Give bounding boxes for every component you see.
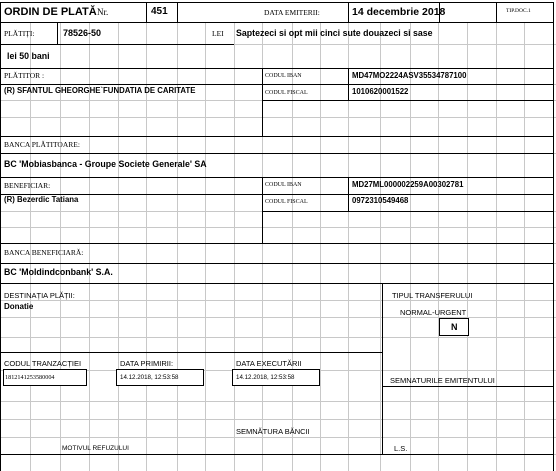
transfer-type-label: TIPUL TRANSFERULUI bbox=[392, 291, 473, 300]
payer-bank-label: BANCA PLĂTITOARE: bbox=[4, 140, 80, 149]
paid-label: PLĂTIȚI: bbox=[4, 29, 35, 38]
order-number: 451 bbox=[151, 6, 168, 17]
transaction-code-box bbox=[3, 369, 87, 386]
beneficiary-label: BENEFICIAR: bbox=[4, 181, 51, 190]
payer-bank-name: BC 'Mobiasbanca - Groupe Societe Generale' SA bbox=[4, 159, 207, 169]
urgency-value: N bbox=[451, 322, 458, 332]
beneficiary-bank-name: BC 'Moldindconbank' S.A. bbox=[4, 267, 113, 277]
beneficiary-name: (R) Bezerdic Tatiana bbox=[4, 195, 79, 204]
currency-label: LEI bbox=[212, 29, 224, 38]
amount-words-line2: lei 50 bani bbox=[7, 51, 50, 61]
transaction-code-value: 1812141253580004 bbox=[5, 374, 55, 381]
purpose-value: Donatie bbox=[4, 302, 34, 311]
received-date-value: 14.12.2018, 12:53:58 bbox=[120, 374, 179, 381]
payer-label: PLĂTITOR : bbox=[4, 71, 45, 80]
urgency-box bbox=[439, 318, 469, 336]
purpose-label: DESTINAȚIA PLĂȚII: bbox=[4, 291, 75, 300]
amount-words-line1: Saptezeci si opt mii cinci sute douazeci si sase bbox=[236, 28, 433, 38]
beneficiary-iban-value: MD27ML000002259A00302781 bbox=[352, 180, 464, 189]
payer-fiscal-label: CODUL FISCAL bbox=[265, 90, 308, 96]
issue-date-label: DATA EMITERII: bbox=[264, 8, 320, 17]
form-title: ORDIN DE PLATĂ bbox=[4, 6, 97, 18]
bank-signature-label: SEMNĂTURA BĂNCII bbox=[236, 427, 310, 436]
payer-name: (R) SFANTUL GHEORGHE`FUNDATIA DE CARITATE bbox=[4, 86, 196, 95]
beneficiary-fiscal-label: CODUL FISCAL bbox=[265, 199, 308, 205]
beneficiary-iban-label: CODUL IBAN bbox=[265, 182, 302, 188]
doc-type-label: TIP.DOC.1 bbox=[506, 8, 531, 14]
number-label: Nr. bbox=[97, 7, 109, 17]
beneficiary-fiscal-value: 0972310549468 bbox=[352, 196, 409, 205]
received-date-box bbox=[116, 369, 204, 386]
issuer-signatures-label: SEMNATURILE EMITENTULUI bbox=[390, 376, 495, 385]
amount-value: 78526-50 bbox=[63, 28, 102, 38]
beneficiary-bank-label: BANCA BENEFICIARĂ: bbox=[4, 248, 84, 257]
ls-stamp-label: L.S. bbox=[394, 444, 408, 453]
payer-fiscal-value: 1010620001522 bbox=[352, 87, 409, 96]
executed-date-box bbox=[232, 369, 320, 386]
payer-iban-label: CODUL IBAN bbox=[265, 73, 302, 79]
received-date-label: DATA PRIMIRII: bbox=[120, 359, 174, 368]
executed-date-label: DATA EXECUTĂRII bbox=[236, 359, 302, 368]
transaction-code-label: CODUL TRANZACȚIEI bbox=[4, 359, 82, 368]
urgency-label: NORMAL-URGENT bbox=[400, 308, 467, 317]
issue-date-value: 14 decembrie 2018 bbox=[352, 6, 446, 18]
payer-iban-value: MD47MO2224ASV35534787100 bbox=[352, 71, 467, 80]
refusal-reason-label: MOTIVUL REFUZULUI bbox=[62, 445, 129, 452]
executed-date-value: 14.12.2018, 12:53:58 bbox=[236, 374, 295, 381]
